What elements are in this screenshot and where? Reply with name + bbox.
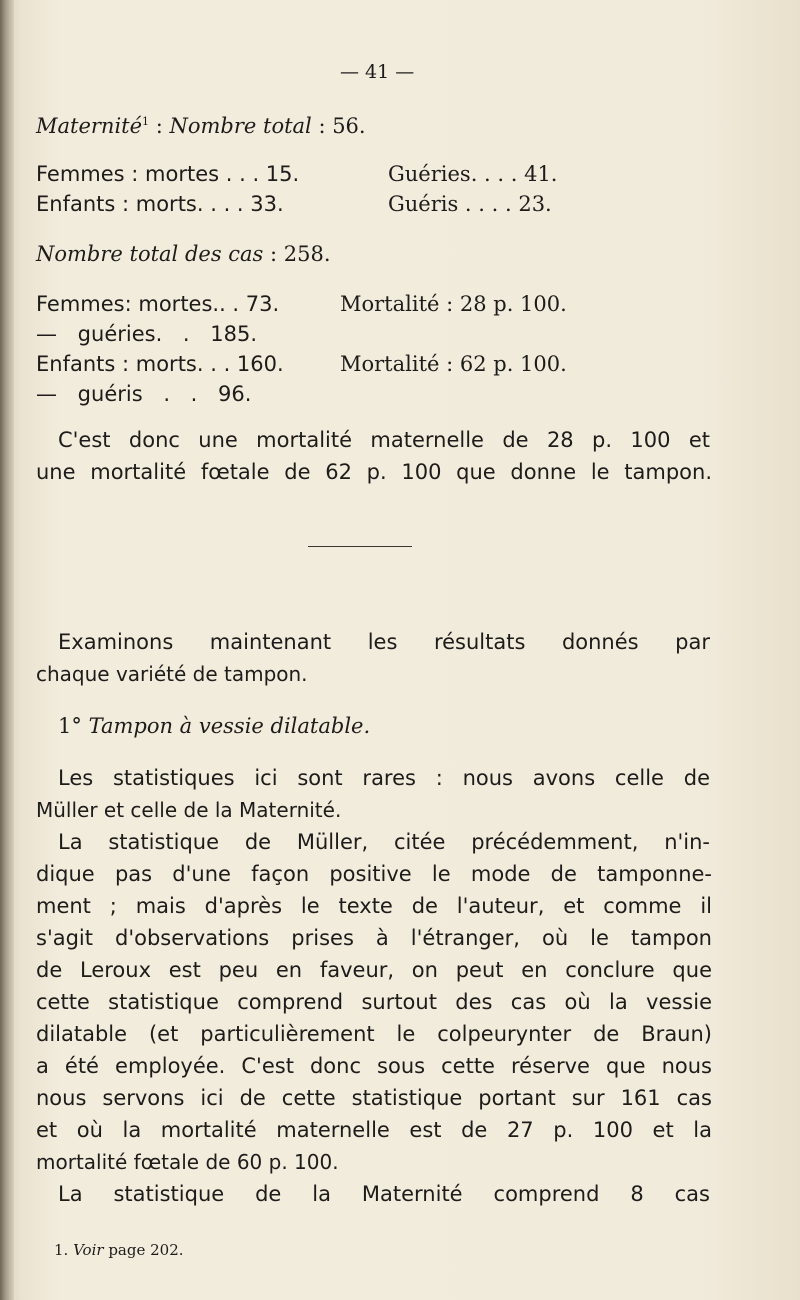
maternite-heading: [36, 108, 366, 140]
row2-enfants-morts: Enfants : morts. . . 160.: [36, 352, 284, 376]
footnote: [54, 1236, 184, 1264]
body-line-14: La statistique de la Maternité comprend 8 cas: [58, 1182, 710, 1206]
body-line-10: a été employée. C'est donc sous cette réserve que nous: [36, 1054, 712, 1078]
intro-line-2: chaque variété de tampon.: [36, 662, 308, 686]
row-femmes-left: Femmes : mortes . . . 15.: [36, 162, 300, 186]
body-line-8: cette statistique comprend surtout des cas où la vessie: [36, 990, 712, 1014]
row-enfants-right: Guéris . . . . 23.: [388, 192, 552, 216]
body-line-11: nous servons ici de cette statistique portant sur 161 cas: [36, 1086, 712, 1110]
intro-line-1: Examinons maintenant les résultats donnés par: [58, 630, 710, 654]
body-line-7: de Leroux est peu en faveur, on peut en conclure que: [36, 958, 712, 982]
binding-edge: [0, 0, 14, 1300]
row2-enfants-gueris: — guéris . . 96.: [36, 382, 252, 406]
body-line-1: Les statistiques ici sont rares : nous avons celle de: [58, 766, 710, 790]
body-line-4: dique pas d'une façon positive le mode de tamponne-: [36, 862, 712, 886]
maternite-total-label: Nombre total: [169, 114, 312, 138]
row-femmes-right: Guéries. . . . 41.: [388, 162, 558, 186]
body-line-5: ment ; mais d'après le texte de l'auteur, et comme il: [36, 894, 712, 918]
body-line-2: Müller et celle de la Maternité.: [36, 798, 342, 822]
conclusion-line-1: C'est donc une mortalité maternelle de 28 p. 100 et: [58, 428, 710, 452]
row2-mortalite-enfants: Mortalité : 62 p. 100.: [340, 352, 567, 376]
body-line-13: mortalité fœtale de 60 p. 100.: [36, 1150, 339, 1174]
section-title: Tampon à vessie dilatable.: [88, 714, 371, 738]
footnote-number: 1.: [54, 1241, 69, 1259]
section-divider: [308, 546, 412, 547]
footnote-italic: Voir: [73, 1241, 104, 1259]
body-line-12: et où la mortalité maternelle est de 27 p. 100 et la: [36, 1118, 712, 1142]
section-number: 1°: [58, 714, 82, 738]
conclusion-line-2: une mortalité fœtale de 62 p. 100 que donne le tampon.: [36, 460, 712, 484]
footnote-text: page 202.: [103, 1241, 184, 1259]
section-heading: [58, 712, 370, 740]
maternite-label: Maternité: [36, 114, 143, 138]
total-label: Nombre total des cas: [36, 242, 264, 266]
body-line-9: dilatable (et particulièrement le colpeurynter de Braun): [36, 1022, 712, 1046]
maternite-total-value: : 56.: [311, 114, 366, 138]
total-value: : 258.: [263, 242, 331, 266]
row2-femmes-mortes: Femmes: mortes.. . 73.: [36, 292, 280, 316]
row2-mortalite-femmes: Mortalité : 28 p. 100.: [340, 292, 567, 316]
body-line-6: s'agit d'observations prises à l'étranger, où le tampon: [36, 926, 712, 950]
footnote-ref: 1: [142, 115, 150, 128]
maternite-sep: :: [149, 114, 170, 138]
total-heading: [36, 240, 331, 268]
page-number: — 41 —: [340, 61, 415, 83]
body-line-3: La statistique de Müller, citée précédemment, n'in-: [58, 830, 710, 854]
row-enfants-left: Enfants : morts. . . . 33.: [36, 192, 284, 216]
row2-femmes-gueries: — guéries. . 185.: [36, 322, 258, 346]
